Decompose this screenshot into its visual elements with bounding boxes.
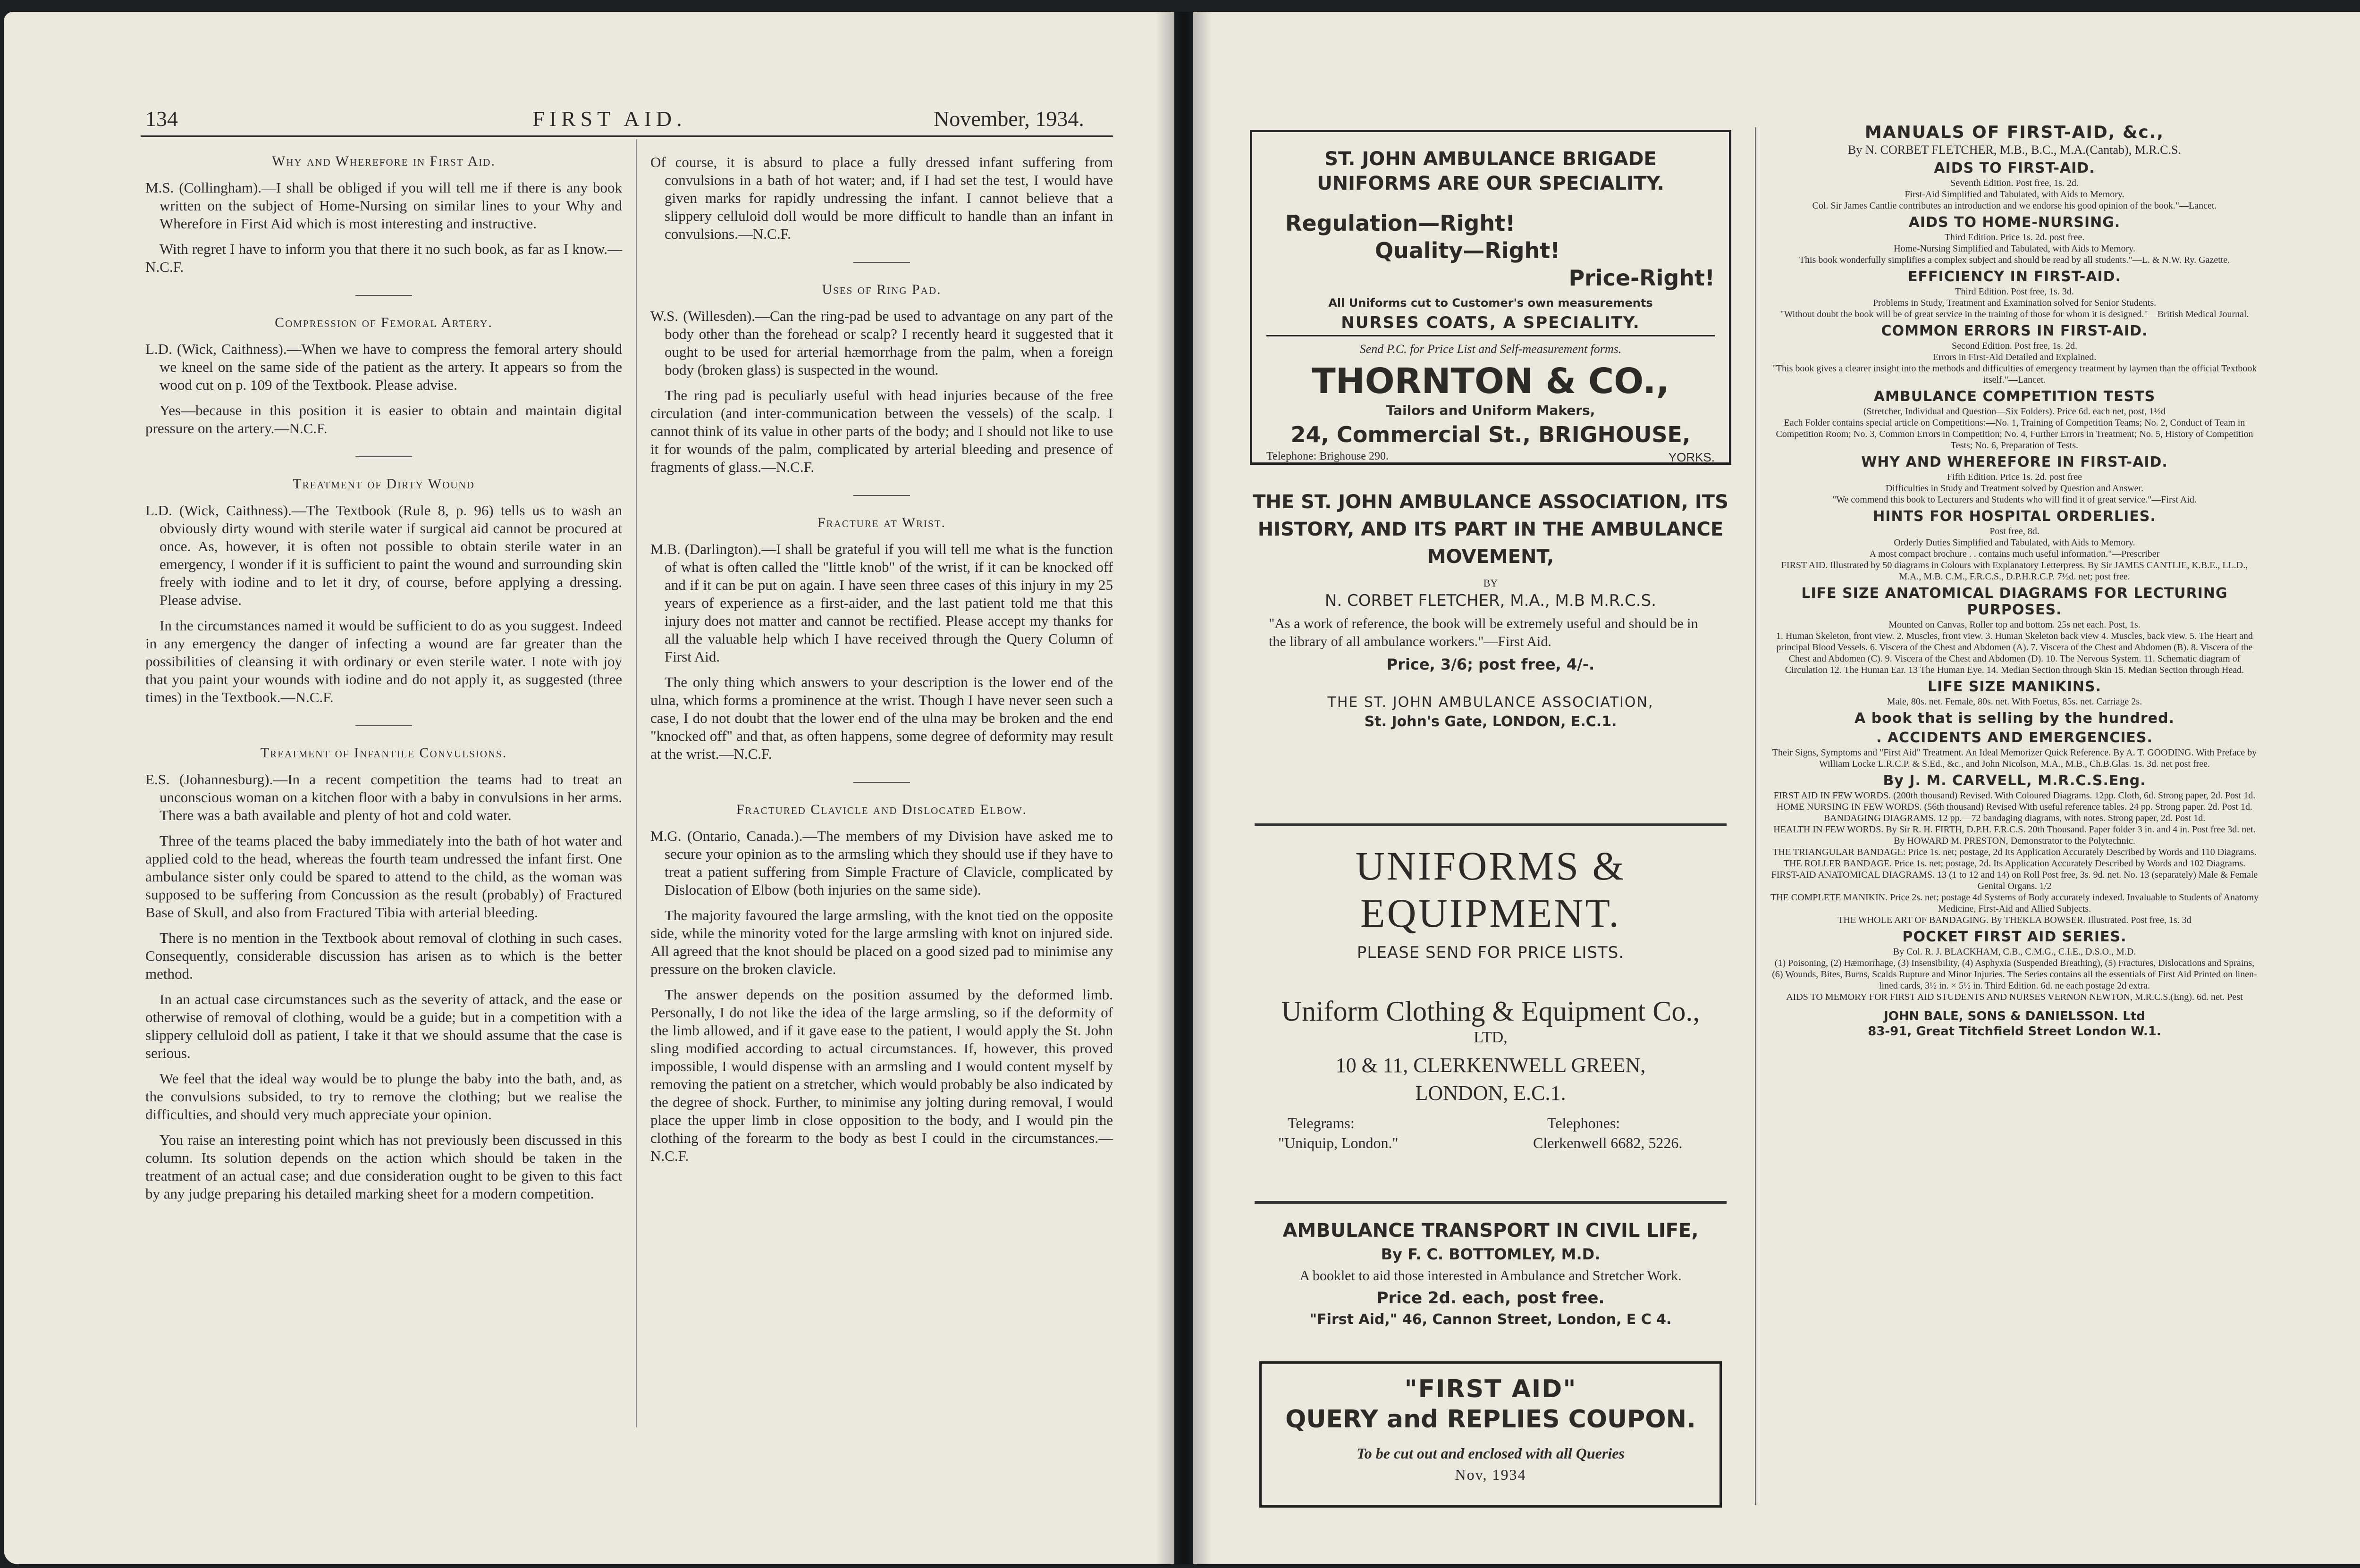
thornton-quality: Quality—Right!: [1375, 238, 1560, 263]
manual-line: "This book gives a clearer insight into the methods and difficulties of emergency treatment by laymen than the official Textbook itself."—Lancet.: [1772, 363, 2257, 385]
manual-line: BANDAGING DIAGRAMS. 12 pp.—72 bandaging diagrams, with notes. Strong paper, 2d. Post 1d.: [1823, 813, 2206, 823]
uniforms-address-1: 10 & 11, CLERKENWELL GREEN,: [1335, 1054, 1646, 1077]
printer-name: JOHN BALE, SONS & DANIELSSON. Ltd: [1884, 1009, 2145, 1023]
history-by: BY: [1483, 577, 1498, 589]
paragraph: M.S. (Collingham).—I shall be obliged if you will tell me if there is any book written on the subject of Home-Nursing on similar lines to your Why and Wherefore in First Aid which is most interesting and instructive.: [145, 179, 622, 232]
paragraph: You raise an interesting point which has not previously been discussed in this column. Its solution depends on the action which should be taken in the treatment of an actual case; and due consideration ought to be given to this fact by any judge preparing his detailed marking sheet for a modern competition.: [145, 1132, 622, 1202]
thornton-telephone: Telephone: Brighouse 290.: [1266, 450, 1389, 462]
manual-line: Second Edition. Post free, 1s. 2d.: [1951, 341, 2078, 351]
manual-line: Mounted on Canvas, Roller top and bottom. 25s net each. Post, 1s.: [1888, 620, 2141, 630]
manual-line: By HOWARD M. PRESTON, Demonstrator to the Polytechnic.: [1894, 836, 2135, 846]
thornton-head-2: UNIFORMS ARE OUR SPECIALITY.: [1317, 173, 1664, 194]
manuals-advert: [1769, 123, 2260, 1039]
section-title: Compression of Femoral Artery.: [275, 315, 493, 330]
thornton-yorks: YORKS.: [1668, 450, 1715, 464]
uniforms-ltd: LTD,: [1474, 1029, 1508, 1046]
issue-date: November, 1934.: [934, 107, 1084, 131]
section-separator: [853, 495, 910, 496]
paragraph: Three of the teams placed the baby immediately into the bath of hot water and applied cold to the head, whereas the fourth team undressed the infant first. One ambulance sister only could be spared to attend to the child, as the woman was supposed to be suffering from Concussion as the result (probably) of Fractured Base of Skull, and also from Fractured Tibia with arterial bleeding.: [145, 832, 622, 921]
right-column-rule: [1755, 127, 1756, 1505]
section-title: Treatment of Dirty Wound: [293, 476, 475, 492]
telegrams-label: Telegrams:: [1288, 1115, 1355, 1132]
manual-title: A book that is selling by the hundred.: [1854, 710, 2175, 727]
coupon-instruction: To be cut out and enclosed with all Queries: [1357, 1445, 1625, 1462]
manual-line: "We commend this book to Lecturers and Students who will find it of great service."—First Aid.: [1832, 495, 2197, 505]
transport-advert: [1250, 1220, 1731, 1328]
thornton-head-1: ST. JOHN AMBULANCE BRIGADE: [1324, 148, 1657, 170]
telegrams-value: "Uniquip, London.": [1278, 1134, 1399, 1151]
paragraph: Of course, it is absurd to place a fully dressed infant suffering from convulsions in a bath of hot water; and, if I had set the test, I would have given marks for rapidly undressing the infant. I cannot believe that a slippery celluloid doll would be more difficult to handle than an infant in convulsions.—N.C.F.: [650, 154, 1113, 242]
paragraph: We feel that the ideal way would be to plunge the baby into the bath, and, as the convulsions subsided, to try to remove the clothing; but we realise the difficulties, and should very much appreciate your opinion.: [145, 1070, 622, 1123]
thornton-nurses: NURSES COATS, A SPECIALITY.: [1266, 313, 1715, 336]
manual-line: FIRST-AID ANATOMICAL DIAGRAMS. 13 (1 to 12 and 14) on Roll Post free, 3s. 9d. net. No. 13 (separately) Male & Female Genital Organs. 1/2: [1771, 870, 2258, 891]
section-title: Fracture at Wrist.: [817, 515, 946, 530]
left-page: [4, 12, 1174, 1564]
transport-publisher: "First Aid," 46, Cannon Street, London, E C 4.: [1309, 1311, 1672, 1328]
paragraph: The ring pad is peculiarly useful with head injuries because of the free circulation (and inter-communication between the vessels) of the scalp. I cannot think of its value in other parts of the body; and I should not like to use it for wounds of the palm, complicated by arterial bleeding and presence of fragments of glass.—N.C.F.: [650, 387, 1113, 475]
paragraph: M.B. (Darlington).—I shall be grateful if you will tell me what is the function of what is often called the "little knob" of the wrist, if it can be knocked off and if it can be put on again. I have seen three cases of this injury in my 25 years of experience as a first-aider, and the last patient told me that this injury does not matter and cannot be rectified. Please accept my thanks for all the valuable help which I have received through the Query Column of First Aid.: [650, 541, 1113, 665]
manuals-list: [1769, 160, 2260, 1003]
left-column-1: [145, 153, 622, 1210]
section-separator: [853, 782, 910, 783]
telephones-label: Telephones:: [1547, 1115, 1620, 1132]
coupon-date: Nov, 1934: [1455, 1466, 1526, 1483]
manual-line: THE COMPLETE MANIKIN. Price 2s. net; postage 4d Systems of Body accurately indexed. Invaluable to Students of Anatomy Medicine, First-Aid and Allied Subjects.: [1770, 892, 2259, 914]
coupon-box: [1259, 1361, 1722, 1508]
history-title: THE ST. JOHN AMBULANCE ASSOCIATION, ITS HISTORY, AND ITS PART IN THE AMBULANCE MOVEMENT,: [1253, 491, 1728, 568]
manual-title: COMMON ERRORS IN FIRST-AID.: [1881, 323, 2148, 339]
paragraph: Yes—because in this position it is easier to obtain and maintain digital pressure on the artery.—N.C.F.: [145, 402, 622, 436]
manual-line: Third Edition. Post free, 1s. 3d.: [1955, 286, 2074, 297]
manuals-title: MANUALS OF FIRST-AID, &c.,: [1864, 123, 2165, 142]
thornton-send: Send P.C. for Price List and Self-measurement forms.: [1359, 342, 1622, 356]
paragraph: E.S. (Johannesburg).—In a recent competition the teams had to treat an unconscious woman on a kitchen floor with a baby in convulsions in her arms. There was a bath available and plenty of hot and cold water.: [145, 771, 622, 823]
header-rule: [141, 135, 1113, 137]
history-publisher-address: St. John's Gate, LONDON, E.C.1.: [1364, 713, 1617, 730]
manual-title: By J. M. CARVELL, M.R.C.S.Eng.: [1883, 772, 2146, 789]
paragraph: With regret I have to inform you that there it no such book, as far as I know.—N.C.F.: [145, 241, 622, 275]
thornton-address: 24, Commercial St., BRIGHOUSE,: [1290, 422, 1691, 447]
manual-line: FIRST AID. Illustrated by 50 diagrams in Colours with Explanatory Letterpress. By Sir JAMES CANTLIE, K.B.E., LL.D., M.A., M.B. C.M., F.R.C.S., D.P.H.R.C.P. 7½d. net; post free.: [1781, 560, 2248, 582]
section-separator: [355, 295, 412, 296]
manual-line: Post free, 8d.: [1989, 526, 2040, 537]
manual-line: First-Aid Simplified and Tabulated, with Aids to Memory.: [1905, 189, 2124, 200]
section-title: Treatment of Infantile Convulsions.: [260, 745, 507, 761]
manual-line: (Stretcher, Individual and Question—Six Folders). Price 6d. each net, post, 1½d: [1863, 406, 2166, 417]
manual-line: Male, 80s. net. Female, 80s. net. With Foetus, 85s. net. Carriage 2s.: [1887, 696, 2142, 707]
binding-gutter: [1155, 12, 1212, 1564]
running-head: FIRST AID.: [532, 107, 687, 131]
manual-line: HOME NURSING IN FEW WORDS. (56th thousand) Revised With useful reference tables. 24 pp. Strong paper. 2d. Post 1d.: [1777, 802, 2252, 812]
paragraph: M.G. (Ontario, Canada.).—The members of my Division have asked me to secure your opinion as to the armsling which they should use if they have to treat a patient suffering from Simple Fracture of Clavicle, complicated by Dislocation of Elbow (both injuries on the same side).: [650, 828, 1113, 898]
paragraph: W.S. (Willesden).—Can the ring-pad be used to advantage on any part of the body other than the forehead or scalp? I recently heard it suggested that it ought to be used for arterial hæmorrhage from the palm, when a foreign body (broken glass) is suspected in the wound.: [650, 308, 1113, 378]
manual-line: Their Signs, Symptoms and "First Aid" Treatment. An Ideal Memorizer Quick Reference. By A. T. GOODING. With Preface by William Locke L.R.C.P. & S.Ed., &c., and John Nicolson, M.A., M.B., Ch.B.Glas. 1s. 3d. net post free.: [1772, 747, 2257, 769]
transport-title: AMBULANCE TRANSPORT IN CIVIL LIFE,: [1282, 1220, 1699, 1241]
manual-title: HINTS FOR HOSPITAL ORDERLIES.: [1873, 508, 2156, 525]
history-price: Price, 3/6; post free, 4/-.: [1386, 655, 1595, 673]
thornton-advert: [1250, 130, 1731, 465]
section-separator: [355, 725, 412, 726]
paragraph: In an actual case circumstances such as the severity of attack, and the ease or otherwise of removal of clothing, would be a guide; but in a competition with a slippery celluloid doll as patient, I take it that we should assume that the case is serious.: [145, 991, 622, 1061]
manual-title: AIDS TO HOME-NURSING.: [1908, 214, 2121, 231]
manual-line: Problems in Study, Treatment and Examination solved for Senior Students.: [1872, 298, 2157, 308]
page-number: 134: [145, 107, 178, 131]
manual-line: Each Folder contains special article on Competitions:—No. 1, Training of Competition Teams; No. 2, Conduct of Team in Competition Room; No. 3, Common Errors in Competition; No. 4, Further Errors in Treatment; No. 5, History of Competition Tests; No. 6, Preparation of Tests.: [1776, 418, 2253, 451]
manual-line: Errors in First-Aid Detailed and Explained.: [1932, 352, 2097, 362]
manual-title: WHY AND WHEREFORE IN FIRST-AID.: [1861, 454, 2168, 470]
manual-title: POCKET FIRST AID SERIES.: [1902, 929, 2127, 945]
left-column-2: [650, 153, 1113, 1173]
divider-2: [1255, 1201, 1727, 1204]
manual-line: THE WHOLE ART OF BANDAGING. By THEKLA BOWSER. Illustrated. Post free, 1s. 3d: [1837, 915, 2191, 925]
coupon-subtitle: QUERY and REPLIES COUPON.: [1285, 1405, 1696, 1434]
telephones-value: Clerkenwell 6682, 5226.: [1533, 1134, 1683, 1151]
manual-line: FIRST AID IN FEW WORDS. (200th thousand) Revised. With Coloured Diagrams. 12pp. Cloth, 6d. Strong paper, 2d. Post 1d.: [1773, 790, 2256, 801]
manual-line: By Col. R. J. BLACKHAM, C.B., C.M.G., C.I.E., D.S.O., M.D.: [1893, 947, 2136, 957]
section-title: Fractured Clavicle and Dislocated Elbow.: [736, 802, 1028, 817]
section-separator: [853, 262, 910, 263]
manual-line: THE ROLLER BANDAGE. Price 1s. net; postage, 2d. Its Application Accurately Described by Words and 102 Diagrams.: [1783, 858, 2246, 869]
paragraph: L.D. (Wick, Caithness).—The Textbook (Rule 8, p. 96) tells us to wash an obviously dirty wound with sterile water if surgical aid cannot be procured at once. As, however, it is often not possible to obtain sterile water in an emergency, I wonder if it is sufficient to paint the wound and surrounding skin freely with iodine and to let it dry, of course, before applying a dressing. Please advise.: [145, 502, 622, 608]
manual-title: AMBULANCE COMPETITION TESTS: [1873, 388, 2156, 405]
section-title: Uses of Ring Pad.: [822, 282, 942, 297]
uniforms-company: Uniform Clothing & Equipment Co.,: [1281, 996, 1700, 1027]
manual-line: AIDS TO MEMORY FOR FIRST AID STUDENTS AND NURSES VERNON NEWTON, M.R.C.S.(Eng). 6d. net. Pest: [1786, 992, 2243, 1002]
magazine-spread: [4, 12, 2360, 1564]
coupon-title: "FIRST AID": [1404, 1375, 1577, 1403]
uniforms-title: UNIFORMS & EQUIPMENT.: [1355, 843, 1626, 936]
manual-line: Orderly Duties Simplified and Tabulated, with Aids to Memory.: [1894, 537, 2135, 548]
history-publisher: THE ST. JOHN AMBULANCE ASSOCIATION,: [1327, 694, 1654, 711]
manual-title: EFFICIENCY IN FIRST-AID.: [1908, 268, 2121, 285]
divider-1: [1255, 823, 1727, 826]
manual-title: LIFE SIZE MANIKINS.: [1927, 679, 2102, 695]
history-author: N. CORBET FLETCHER, M.A., M.B M.R.C.S.: [1324, 591, 1657, 610]
manual-line: HEALTH IN FEW WORDS. By Sir R. H. FIRTH, D.P.H. F.R.C.S. 20th Thousand. Paper folder 3 in. and 4 in. Post free 3d. net.: [1773, 824, 2256, 835]
uniforms-address-2: LONDON, E.C.1.: [1415, 1082, 1566, 1105]
thornton-tailors: Tailors and Uniform Makers,: [1386, 402, 1595, 418]
paragraph: In the circumstances named it would be sufficient to do as you suggest. Indeed in any emergency the danger of infecting a wound are far greater than the possibilities of cleansing it with ordinary or even sterile water. I note with joy that you paint your wounds with iodine and do not apply it, as suggested (three times) in the Textbook.—N.C.F.: [145, 617, 622, 705]
manual-title: AIDS TO FIRST-AID.: [1934, 160, 2095, 176]
column-rule: [636, 139, 637, 1427]
transport-desc: A booklet to aid those interested in Ambulance and Stretcher Work.: [1299, 1268, 1682, 1283]
manual-line: (1) Poisoning, (2) Hæmorrhage, (3) Insensibility, (4) Asphyxia (Suspended Breathing), (5) Fractures, Dislocations and Sprains, (6) Wounds, Bites, Burns, Scalds Rupture and Minor Injuries. The Series contains all the essentials of First Aid Printed on linen-lined cards, 3½ in. × 5½ in. Third Edition. 6d. ne each postage 2d extra.: [1772, 958, 2257, 991]
uniforms-advert: [1250, 842, 1731, 1152]
manual-line: Third Edition. Price 1s. 2d. post free.: [1944, 232, 2085, 243]
thornton-name: THORNTON & CO.,: [1312, 361, 1669, 402]
section-separator: [355, 456, 412, 457]
printer-address: 83-91, Great Titchfield Street London W.1.: [1868, 1024, 2161, 1039]
history-quote: "As a work of reference, the book will be extremely useful and should be in the library of all ambulance workers."—First Aid.: [1269, 616, 1698, 649]
right-page: [1193, 12, 2360, 1564]
manual-line: THE TRIANGULAR BANDAGE: Price 1s. net; postage, 2d Its Application Accurately Described by Words and 110 Diagrams.: [1772, 847, 2257, 857]
manual-line: Fifth Edition. Price 1s. 2d. post free: [1947, 472, 2082, 482]
paragraph: L.D. (Wick, Caithness).—When we have to compress the femoral artery should we kneel on the same side of the patient as the artery. It appears so from the wood cut on p. 109 of the Textbook. Please advise.: [145, 341, 622, 393]
paragraph: The answer depends on the position assumed by the deformed limb. Personally, I do not like the idea of the large armsling, so if the deformity of the limb allowed, and if it gave ease to the patient, I would apply the St. John sling modified according to actual circumstances. If, however, this proved impossible, I would dispense with an armsling and I would content myself by removing the patient on a stretcher, which would probably be also indicated by the degree of shock. Further, to minimise any jolting during removal, I would place the upper limb in close opposition to the body, and I would pin the clothing of the forearm to the body as best I could in the circumstances.—N.C.F.: [650, 986, 1113, 1164]
paragraph: The only thing which answers to your description is the lower end of the ulna, which forms a prominence at the wrist. Though I have never seen such a case, I do not doubt that the lower end of the ulna may be broken and the end "knocked off" and that, as often happens, some degree of deformity may result at the wrist.—N.C.F.: [650, 674, 1113, 762]
manual-line: Difficulties in Study and Treatment solved by Question and Answer.: [1885, 483, 2144, 494]
thornton-price: Price-Right!: [1568, 265, 1715, 291]
transport-author: By F. C. BOTTOMLEY, M.D.: [1381, 1245, 1601, 1263]
manual-title: LIFE SIZE ANATOMICAL DIAGRAMS FOR LECTURING PURPOSES.: [1801, 585, 2228, 618]
thornton-cut: All Uniforms cut to Customer's own measurements: [1328, 296, 1653, 310]
history-advert: [1250, 488, 1731, 730]
manual-line: "Without doubt the book will be of great service in the training of those for whom it is designed."—British Medical Journal.: [1780, 309, 2249, 319]
section-title: Why and Wherefore in First Aid.: [272, 153, 496, 169]
manuals-author: By N. CORBET FLETCHER, M.B., B.C., M.A.(Cantab), M.R.C.S.: [1848, 143, 2181, 157]
uniforms-subtitle: PLEASE SEND FOR PRICE LISTS.: [1357, 943, 1625, 962]
transport-price: Price 2d. each, post free.: [1376, 1289, 1605, 1308]
paragraph: There is no mention in the Textbook about removal of clothing in such cases. Consequently, considerable discussion has arisen as to which is the better method.: [145, 930, 622, 982]
paragraph: The majority favoured the large armsling, with the knot tied on the opposite side, while the minority voted for the large armsling with knot on injured side. All agreed that the knot should be placed on a good sized pad to minimise any pressure on the broken clavicle.: [650, 907, 1113, 977]
manual-line: This book wonderfully simplifies a complex subject and should be read by all students."—L. & N.W. Ry. Gazette.: [1799, 255, 2230, 265]
manual-title: . ACCIDENTS AND EMERGENCIES.: [1876, 729, 2153, 746]
manual-line: A most compact brochure . . contains much useful information."—Prescriber: [1869, 549, 2160, 559]
manual-line: Seventh Edition. Post free, 1s. 2d.: [1950, 178, 2079, 188]
manual-line: Home-Nursing Simplified and Tabulated, with Aids to Memory.: [1894, 243, 2135, 254]
manual-line: Col. Sir James Cantlie contributes an introduction and we endorse his good opinion of the book."—Lancet.: [1812, 201, 2217, 211]
thornton-regulation: Regulation—Right!: [1285, 210, 1516, 236]
manual-line: 1. Human Skeleton, front view. 2. Muscles, front view. 3. Human Skeleton back view 4. Muscles, back view. 5. The Heart and principal Blood Vessels. 6. Viscera of the Chest and Abdomen (A). 7. Viscera of the Chest and Abdomen (B). 8. Viscera of the Chest and Abdomen (C). 9. Viscera of the Chest and Abdomen (D). 10. The Nervous System. 11. Schematic diagram of Circulation 12. The Human Ear. 13 The Human Eye. 14. Median Section through Skin 15. Median Section through Head.: [1776, 631, 2253, 675]
